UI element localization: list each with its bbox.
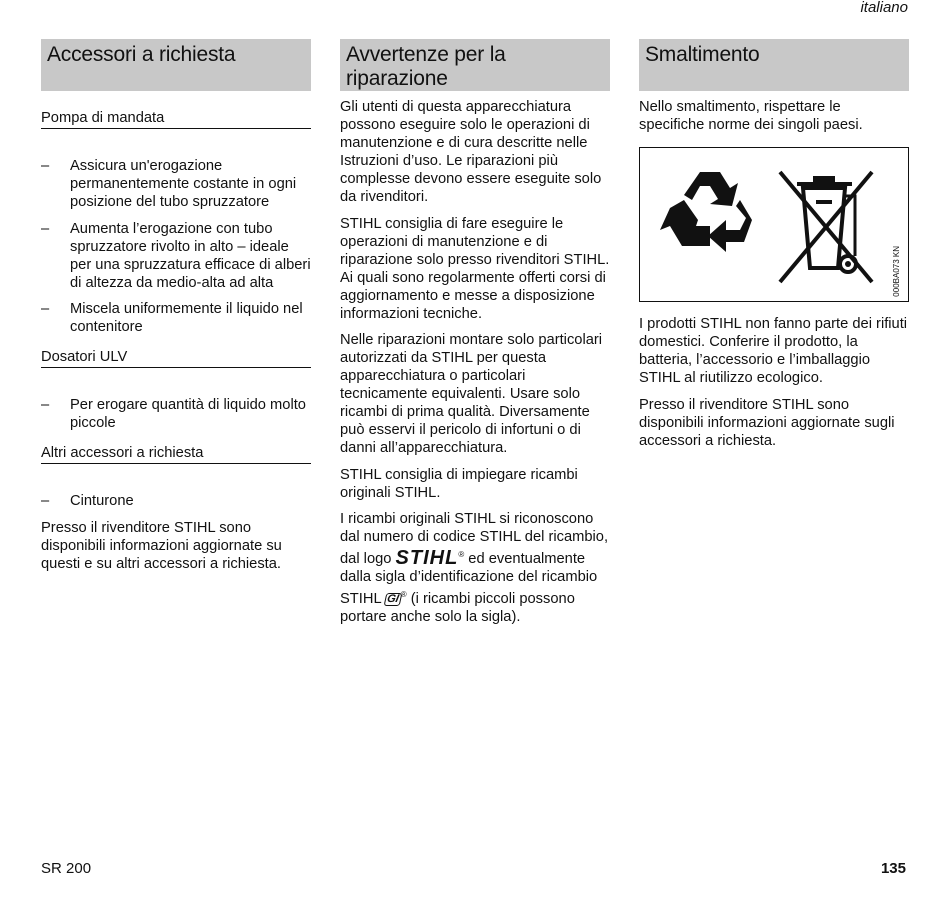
model-label: SR 200 (41, 860, 92, 877)
spare-parts-paragraph: I ricambi originali STIHL si riconoscono dal numero di codice STIHL del ricambio, dal logo STIHL® ed eventualmente dalla sigla d’identificazione del ricambio STIHL GI® (i ricambi piccoli possono portare anche solo la sigla). (340, 511, 609, 625)
pump-feature-list (41, 157, 311, 336)
list-item: – Cinturone (41, 493, 134, 509)
disposal-heading: Smaltimento (639, 39, 909, 91)
list-item: – Per erogare quantità di liquido molto piccole (41, 397, 306, 431)
ulv-feature-list (41, 396, 311, 432)
page-number: 135 (880, 860, 906, 877)
disposal-column (639, 39, 909, 458)
gi-logo-icon: GI (384, 593, 402, 606)
repair-heading: Avvertenze per la riparazione (340, 39, 610, 91)
section-heading-other: Altri accessori a richiesta (41, 444, 311, 464)
crossed-bin-icon (640, 148, 907, 300)
disposal-paragraph: Presso il rivenditore STIHL sono disponibili informazioni aggiornate sugli accessori a richiesta. (639, 396, 895, 449)
accessories-heading: Accessori a richiesta (41, 39, 311, 91)
repair-paragraph: STIHL consiglia di fare eseguire le operazioni di manutenzione e di riparazione solo presso rivenditori STIHL. Ai quali sono regolarmente offerti corsi di aggiornamento e messe a disposizione informazioni tecniche. (340, 215, 610, 322)
list-item: – Assicura un'erogazione permanentemente costante in ogni posizione del tubo spruzzatore (41, 158, 297, 210)
repair-column (340, 39, 610, 634)
figure-code: 000BA073 KN (892, 246, 901, 297)
accessories-column (41, 39, 311, 581)
list-item: – Aumenta l’erogazione con tubo spruzzatore rivolto in alto – ideale per una spruzzatura efficace di alberi di altezza da medio-alta ad alta (41, 220, 311, 291)
language-label: italiano (860, 0, 908, 16)
stihl-logo: STIHL (395, 546, 459, 569)
disposal-figure (639, 147, 909, 302)
accessories-closing-text: Presso il rivenditore STIHL sono disponibili informazioni aggiornate su questi e su altri accessori a richiesta. (41, 519, 282, 572)
other-accessories-list (41, 492, 311, 510)
section-heading-ulv: Dosatori ULV (41, 348, 311, 368)
repair-paragraph: Gli utenti di questa apparecchiatura possono eseguire solo le operazioni di manutenzione e di cura descritte nelle Istruzioni d’uso. Le riparazioni più complesse devono essere eseguite solo da rivenditori. (340, 99, 602, 205)
disposal-paragraph: I prodotti STIHL non fanno parte dei rifiuti domestici. Conferire il prodotto, la batteria, l’accessorio e l’imballaggio STIHL al riutilizzo ecologico. (639, 316, 908, 386)
disposal-intro: Nello smaltimento, rispettare le specifiche norme dei singoli paesi. (639, 99, 863, 133)
repair-paragraph: STIHL consiglia di impiegare ricambi originali STIHL. (340, 466, 578, 501)
section-heading-pump: Pompa di mandata (41, 109, 311, 129)
repair-paragraph: Nelle riparazioni montare solo particolari autorizzati da STIHL per questa apparecchiatura o particolari tecnicamente equivalenti. Usare solo ricambi di prima qualità. Diversamente può esservi il pericolo di infortuni o di danni all’apparecchiatura. (340, 332, 603, 456)
list-item: – Miscela uniformemente il liquido nel contenitore (41, 301, 303, 335)
